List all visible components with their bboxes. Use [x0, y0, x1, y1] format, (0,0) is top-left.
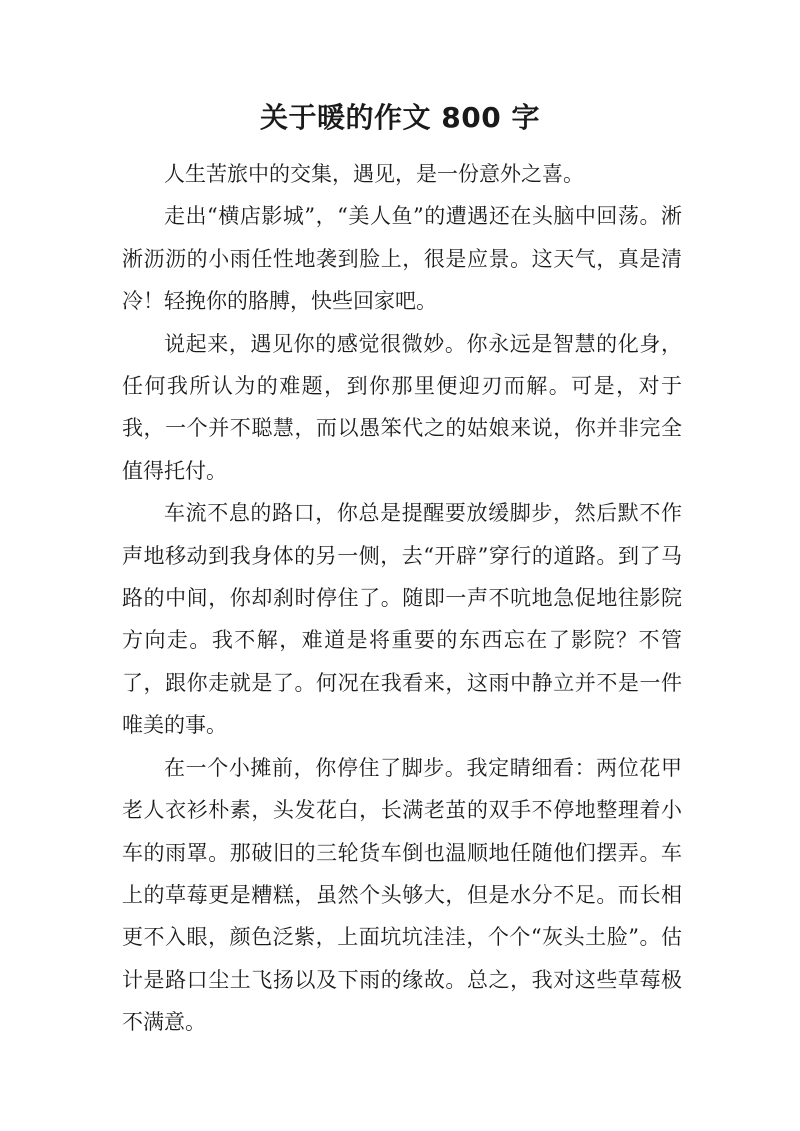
paragraph-4: 车流不息的路口，你总是提醒要放缓脚步，然后默不作声地移动到我身体的另一侧，去“开辟”穿行的道路。到了马路的中间，你却刹时停住了。随即一声不吭地急促地往影院方向走。我不解，难道是将重要的东西忘在了影院？不管了，跟你走就是了。何况在我看来，这雨中静立并不是一件唯美的事。: [122, 501, 682, 738]
paragraph-3: 说起来，遇见你的感觉很微妙。你永远是智慧的化身，任何我所认为的难题，到你那里便迎刃而解。可是，对于我，一个并不聪慧，而以愚笨代之的姑娘来说，你并非完全值得托付。: [122, 331, 682, 483]
paragraph-2: 走出“横店影城”，“美人鱼”的遭遇还在头脑中回荡。淅淅沥沥的小雨任性地袭到脸上，很是应景。这天气，真是清冷！轻挽你的胳膊，快些回家吧。: [122, 204, 682, 314]
document-body: [122, 153, 682, 1044]
paragraph-5: 在一个小摊前，你停住了脚步。我定睛细看：两位花甲老人衣衫朴素，头发花白，长满老茧的双手不停地整理着小车的雨罩。那破旧的三轮货车倒也温顺地任随他们摆弄。车上的草莓更是糟糕，虽然个头够大，但是水分不足。而长相更不入眼，颜色泛紫，上面坑坑洼洼，个个“灰头土脸”。估计是路口尘土飞扬以及下雨的缘故。总之，我对这些草莓极不满意。: [122, 755, 682, 1035]
document-title: 关于暖的作文 800 字: [260, 101, 540, 134]
paragraph-1: 人生苦旅中的交集，遇见，是一份意外之喜。: [164, 162, 584, 186]
